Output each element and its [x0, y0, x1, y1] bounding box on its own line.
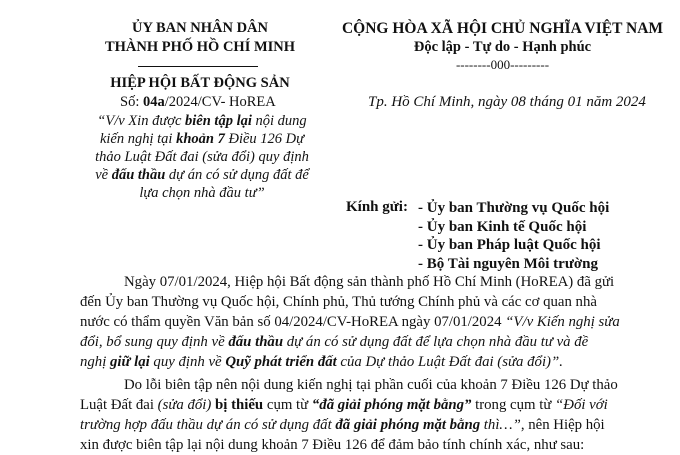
text-line — [80, 272, 680, 292]
text-run: “V/v Xin được — [97, 113, 186, 129]
text-run: trong cụm từ — [471, 397, 556, 413]
recipient-item: - Bộ Tài nguyên Môi trường — [418, 255, 598, 272]
text-run: khoản 7 — [176, 131, 225, 147]
text-run: kiến nghị tại — [99, 131, 177, 147]
text-run: Điều 126 Dự — [224, 131, 305, 147]
text-line — [80, 395, 680, 415]
text-run: Ngày 07/01/2024, Hiệp hội Bất động sản thành phố Hồ Chí Minh (HoREA) đã gửi — [124, 274, 615, 290]
text-run: Do lỗi biên tập nên nội dung kiến nghị tại phần cuối của khoản 7 Điều 126 Dự thảo — [124, 377, 618, 393]
text-run: xin được biên tập lại nội dung khoản 7 Điều 126 để đảm bảo tính chính xác, như sau: — [80, 437, 585, 453]
text-run: đổi, bổ sung quy định về — [80, 334, 229, 350]
text-line — [82, 184, 322, 202]
text-run: giữ lại — [110, 354, 150, 370]
text-run: (sửa đổi) — [157, 397, 212, 413]
text-line — [80, 415, 680, 435]
text-run: đã giải phóng mặt bằng — [335, 417, 481, 433]
text-run: bị thiếu — [211, 397, 264, 413]
nation-title: CỘNG HÒA XÃ HỘI CHỦ NGHĨA VIỆT NAM — [341, 20, 664, 37]
text-line — [80, 292, 680, 312]
text-run: nước có thẩm quyền Văn bản số 04/2024/CV-HoREA ngày 07/01/2024 — [80, 314, 506, 330]
recipient-item: - Ủy ban Kinh tế Quốc hội — [418, 218, 587, 235]
recipient-item: - Ủy ban Thường vụ Quốc hội — [418, 200, 610, 216]
text-run: nghị — [80, 354, 111, 370]
text-run: thảo Luật Đất đai (sửa đổi) quy định — [95, 149, 309, 165]
text-run: “Đối với — [555, 397, 608, 413]
text-line — [80, 352, 680, 372]
text-run: đấu thầu — [111, 167, 166, 183]
place-and-date: Tp. Hồ Chí Minh, ngày 08 tháng 01 năm 2024 — [368, 94, 646, 110]
text-run: biên tập lại — [185, 113, 252, 129]
text-line — [82, 130, 322, 148]
text-run: “V/v Kiến nghị sửa — [505, 314, 620, 330]
national-motto: Độc lập - Tự do - Hạnh phúc — [413, 39, 592, 55]
text-run: của Dự thảo Luật Đất đai (sửa đổi)”. — [336, 354, 563, 370]
text-run: “đã giải phóng mặt bằng” — [311, 397, 472, 413]
recipient-label: Kính gửi: — [346, 199, 408, 215]
text-run: nội dung — [251, 113, 307, 129]
org-line-1: ỦY BAN NHÂN DÂN — [131, 20, 268, 36]
recipient-item: - Ủy ban Pháp luật Quốc hội — [418, 237, 601, 253]
text-run: đến Ủy ban Thường vụ Quốc hội, Chính phủ, Thủ tướng Chính phủ và các cơ quan nhà — [80, 294, 597, 310]
text-line — [80, 312, 680, 332]
text-line — [80, 435, 680, 455]
text-line — [82, 148, 322, 166]
motto-separator: --------000--------- — [455, 57, 550, 72]
text-run: cụm từ — [263, 397, 312, 413]
text-line — [80, 332, 680, 352]
document-number: Số: 04a/2024/CV- HoREA — [120, 94, 276, 110]
text-run: Luật Đất đai — [80, 397, 158, 413]
association-name: HIỆP HỘI BẤT ĐỘNG SẢN — [110, 75, 290, 91]
text-run: về — [95, 167, 112, 183]
text-run: Quỹ phát triển đất — [225, 354, 337, 370]
text-line — [80, 375, 680, 395]
text-run: đấu thầu — [228, 334, 284, 350]
text-run: , nên Hiệp hội — [520, 417, 605, 433]
body-paragraph-1 — [80, 272, 680, 372]
text-run: quy định về — [149, 354, 226, 370]
text-line — [82, 112, 322, 130]
text-run: dự án có sử dụng đất để — [165, 167, 309, 183]
left-divider — [138, 66, 258, 67]
body-paragraph-2 — [80, 375, 680, 455]
text-run: trường hợp đấu thầu dự án có sử dụng đất — [80, 417, 336, 433]
text-run: lựa chọn nhà đầu tư” — [139, 185, 265, 201]
document-subject — [82, 112, 322, 202]
text-run: dự án có sử dụng đất để lựa chọn nhà đầu tư và đề — [283, 334, 589, 350]
org-line-2: THÀNH PHỐ HỒ CHÍ MINH — [104, 39, 296, 55]
recipient-list — [418, 199, 609, 273]
text-run: thì…” — [480, 417, 521, 433]
text-line — [82, 166, 322, 184]
